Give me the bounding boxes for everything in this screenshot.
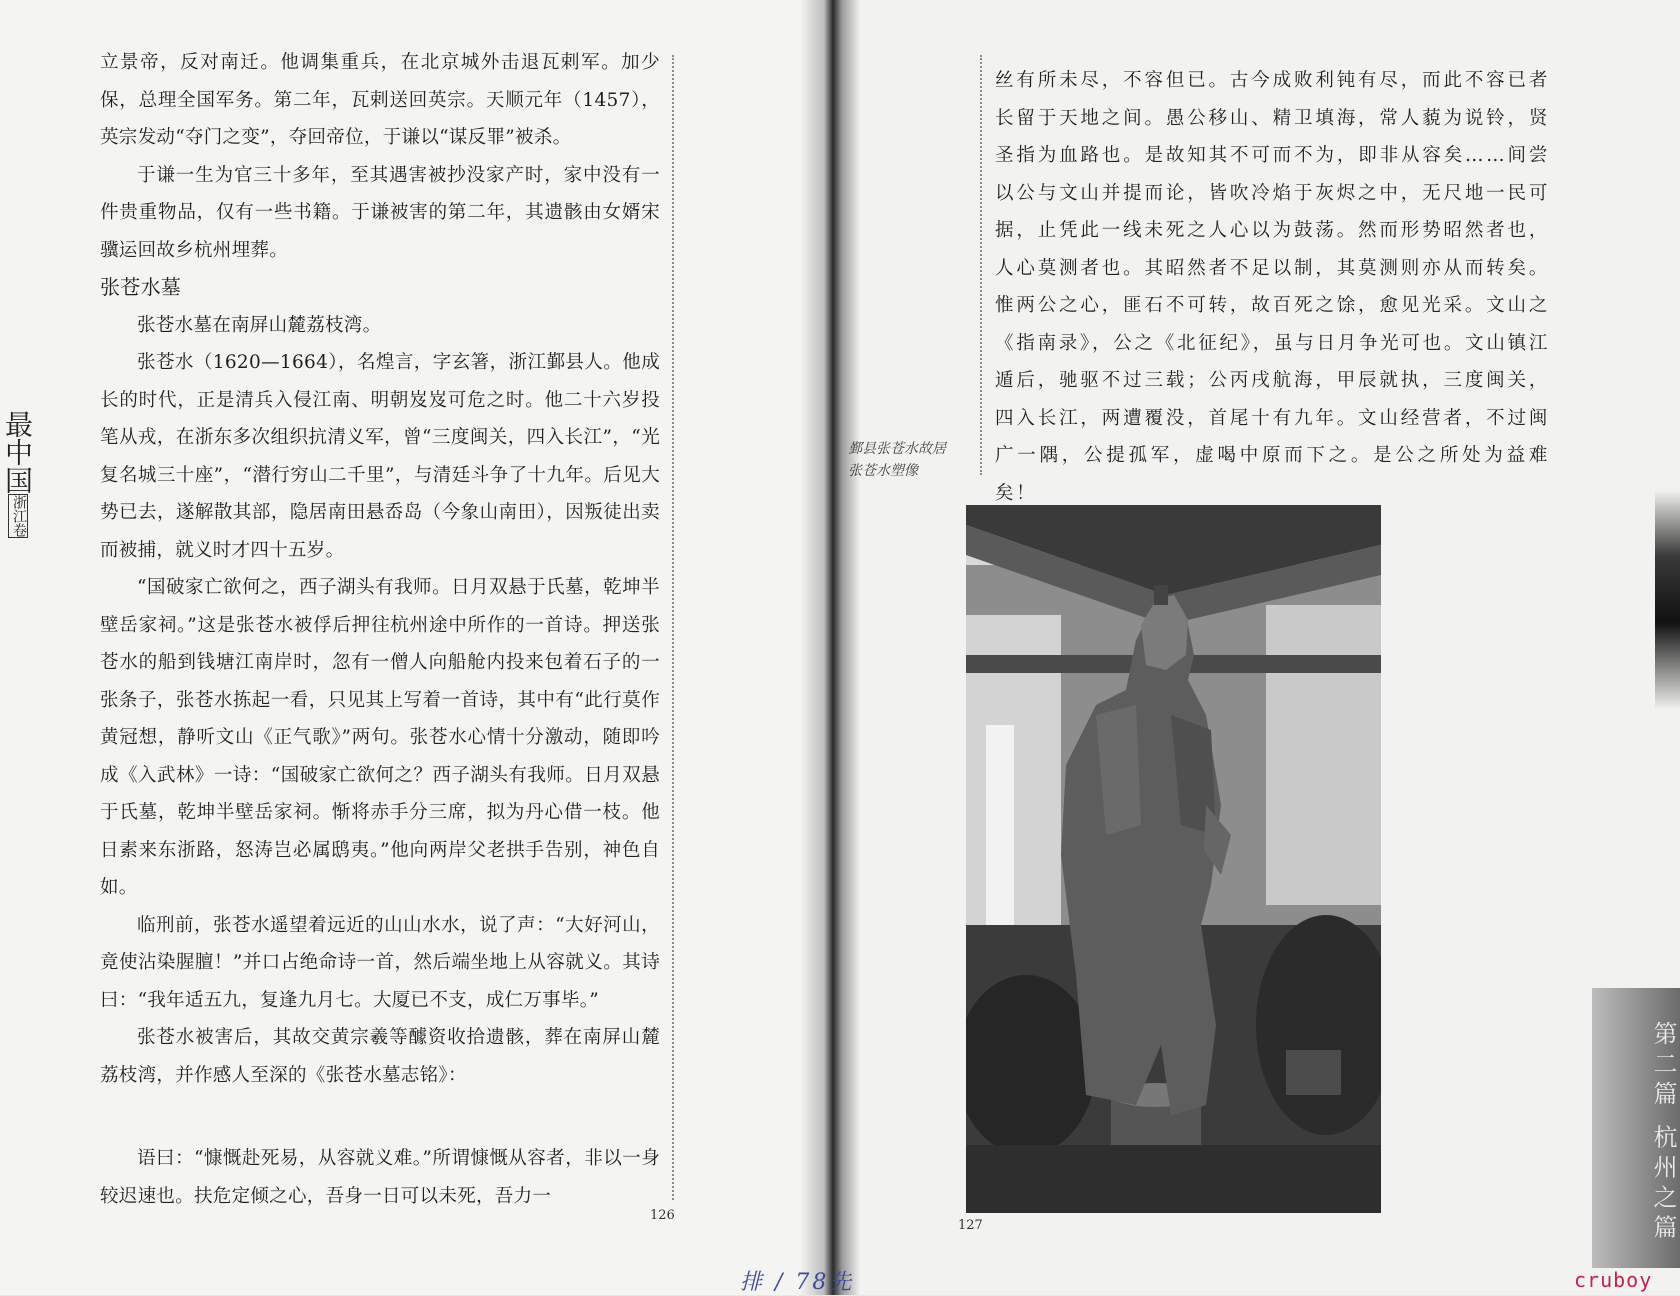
book-gutter [800,0,860,1295]
left-body-text [100,44,660,1094]
right-body-text: 丝有所未尽，不容但已。古今成败利钝有尽，而此不容已者长留于天地之间。愚公移山、精卫填海，常人藐为说铃，贤圣指为血路也。是故知其不可而不为，即非从容矣……间尝以公与文山并提而论，皆吹冷焰于灰烬之中，无尺地一民可据，止凭此一线未死之人心以为鼓荡。然而形势昭然者也，人心莫测者也。其昭然者不足以制，其莫测则亦从而转矣。惟两公之心，匪石不可转，故百死之馀，愈见光采。文山之《指南录》，公之《北征纪》，虽与日月争光可也。文山镇江遁后，驰驱不过三载；公丙戌航海，甲辰就执，三度闽关，四入长江，两遭覆没，首尾十有九年。文山经营者，不过闽广一隅，公提孤军，虚喝中原而下之。是公之所处为益难矣！ [995,70,1550,504]
column-divider [672,55,674,1200]
stamp-main-text: 最中国 [1,410,34,494]
paragraph: 张苍水被害后，其故交黄宗羲等醵资收拾遗骸，葬在南屏山麓荔枝湾，并作感人至深的《张苍水墓志铭》： [100,1027,660,1086]
paragraph: 张苍水墓在南屏山麓荔枝湾。 [137,314,382,336]
paragraph: 张苍水（1620—1664），名煌言，字玄箸，浙江鄞县人。他成长的时代，正是清兵入侵江南、明朝岌岌可危之时。他二十六岁投笔从戎，在浙东多次组织抗清义军，曾“三度闽关，四入长江”，“光复名城三十座”，“潜行穷山二千里”，与清廷斗争了十九年。后见大势已去，遂解散其部，隐居南田悬岙岛（今象山南田），因叛徒出卖而被捕，就义时才四十五岁。 [100,352,660,561]
scanner-watermark: cruboy [1574,1268,1653,1292]
chapter-side-tab: 第二篇 杭州之篇 [1592,988,1680,1268]
column-divider [980,55,982,475]
stamp-sub-text: 浙江卷 [8,494,28,538]
left-page [0,0,825,1295]
paragraph: 立景帝，反对南迁。他调集重兵，在北京城外击退瓦剌军。加少保，总理全国军务。第二年，瓦剌送回英宗。天顺元年（1457），英宗发动“夺门之变”，夺回帝位，于谦以“谋反罪”被杀。 [100,52,660,148]
paragraph: 临刑前，张苍水遥望着远近的山山水水，说了声：“大好河山，竟使沾染腥膻！”并口占绝命诗一首，然后端坐地上从容就义。其诗曰：“我年适五九，复逢九月七。大厦已不支，成仁万事毕。” [100,914,660,1011]
book-series-stamp [0,410,34,590]
caption-line: 鄞县张苍水故居 [848,441,946,457]
page-number-right: 127 [958,1218,983,1233]
epitaph-quote: 语曰：“慷慨赴死易，从容就义难。”所谓慷慨从容者，非以一身较迟速也。扶危定倾之心，吾身一日可以未死，吾力一 [100,1148,660,1207]
photo-caption [848,438,973,482]
section-title: 张苍水墓 [100,275,182,299]
caption-line: 张苍水塑像 [848,463,918,479]
handwritten-note: 排 / 78先 [740,1270,855,1295]
paragraph: “国破家亡欲何之，西子湖头有我师。日月双悬于氏墓，乾坤半壁岳家祠。”这是张苍水被俘后押往杭州途中所作的一首诗。押送张苍水的船到钱塘江南岸时，忽有一僧人向船舱内投来包着石子的一张条子，张苍水拣起一看，只见其上写着一首诗，其中有“此行莫作黄冠想，静听文山《正气歌》”两句。张苍水心情十分激动，随即吟成《入武林》一诗：“国破家亡欲何之？西子湖头有我师。日月双悬于氏墓，乾坤半壁岳家祠。惭将赤手分三席，拟为丹心借一枝。他日素来东浙路，怒涛岂必属鸱夷。”他向两岸父老拱手告别，神色自如。 [100,577,660,898]
page-number-left: 126 [650,1208,675,1223]
paragraph: 于谦一生为官三十多年，至其遇害被抄没家产时，家中没有一件贵重物品，仅有一些书籍。于谦被害的第二年，其遗骸由女婿宋骥运回故乡杭州埋葬。 [100,164,660,261]
statue-photo [966,505,1381,1213]
page-edge-shadow [1655,490,1680,710]
